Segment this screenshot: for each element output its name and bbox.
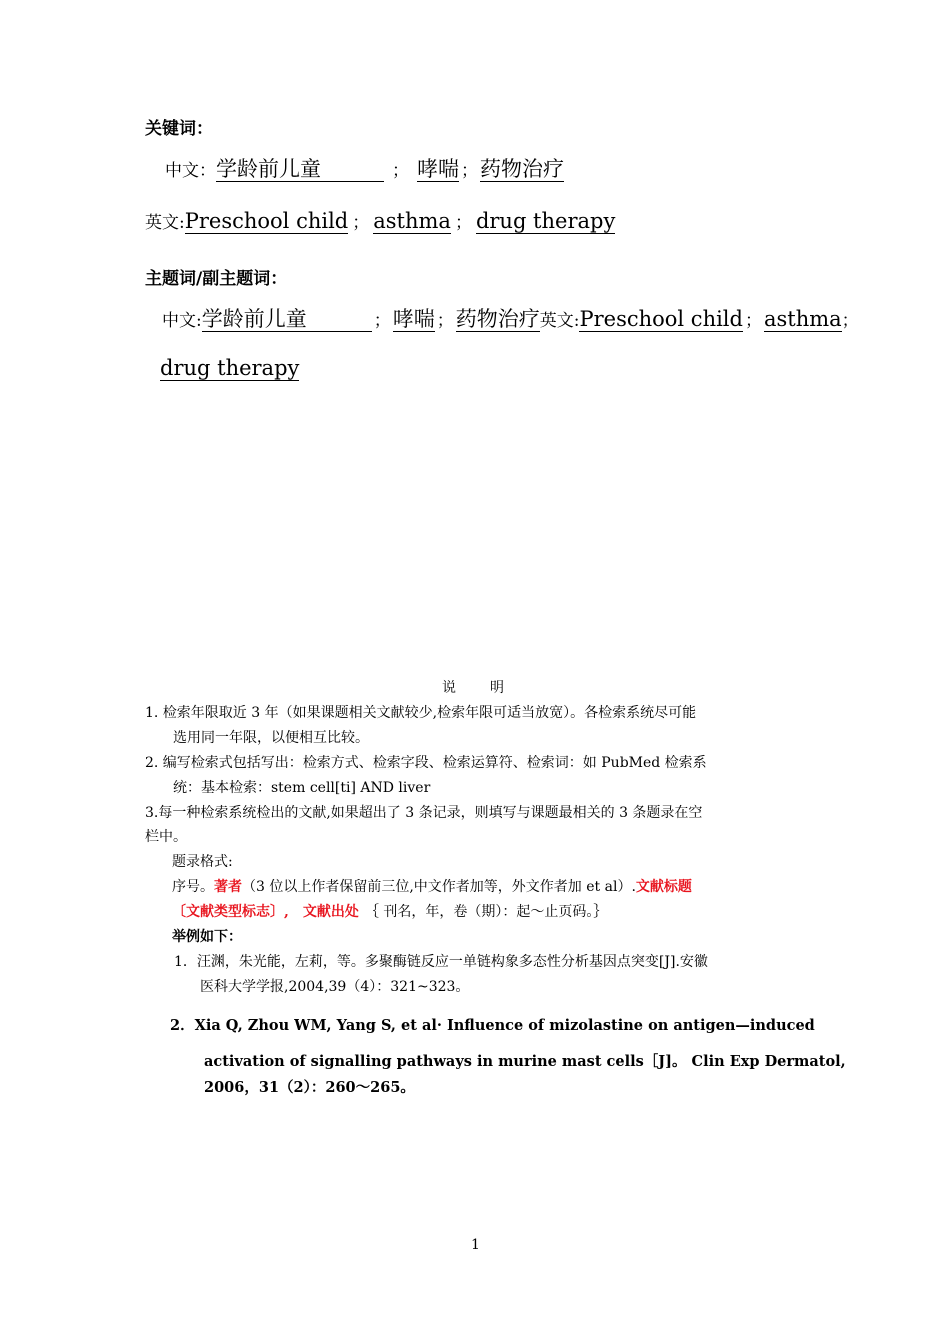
keywords-zh-label: 中文： — [165, 161, 216, 181]
keywords-en-term-2: asthma — [373, 209, 451, 233]
keywords-zh-line — [165, 156, 564, 182]
subject-en-term-1: Preschool child — [579, 307, 743, 331]
notes-item-2-line-2: 统：基本检索：stem cell[ti] AND liver — [173, 780, 431, 796]
subject-terms-line-1 — [162, 306, 859, 332]
subject-zh-term-1: 学龄前儿童 — [202, 307, 372, 332]
notes-item-3-line-1: 3.每一种检索系统检出的文献,如果超出了 3 条记录，则填写与课题最相关的 3 条题录在空 — [145, 805, 703, 821]
keywords-zh-term-3: 药物治疗 — [480, 157, 564, 181]
subject-terms-line-2 — [160, 356, 299, 381]
keywords-zh-term-1: 学龄前儿童 — [216, 157, 384, 182]
notes-title: 说 明 — [442, 680, 506, 696]
example-2-line-3: 2006，31（2）：260～265。 — [204, 1079, 415, 1096]
example-2-line-2: activation of signalling pathways in murine mast cells［J]。 Clin Exp Dermatol, — [204, 1053, 846, 1070]
separator: ； — [392, 161, 409, 181]
separator: ； — [373, 311, 391, 331]
format-prefix: 序号。 — [172, 879, 214, 895]
subject-zh-label: 中文: — [162, 311, 202, 331]
separator: ； — [436, 311, 454, 331]
example-label: 举例如下： — [172, 929, 242, 945]
subject-en-term-2: asthma — [763, 307, 842, 331]
example-1-line-1: 1．汪渊，朱光能，左莉，等。多聚酶链反应一单链构象多态性分析基因点突变[J].安徽 — [174, 954, 708, 970]
notes-item-3-line-2: 栏中。 — [145, 829, 187, 845]
separator: ； — [744, 311, 762, 331]
keywords-en-term-1: Preschool child — [184, 209, 349, 233]
separator: ； — [454, 213, 472, 233]
format-label: 题录格式: — [172, 854, 233, 870]
subject-terms-heading: 主题词/副主题词： — [145, 269, 288, 289]
example-2-line-1: 2．Xia Q, Zhou WM, Yang S, et al· Influence of mizolastine on antigen—induced — [170, 1017, 815, 1034]
format-author: 著者 — [214, 879, 242, 895]
notes-item-1-line-1: 1. 检索年限取近 3 年（如果课题相关文献较少,检索年限可适当放宽）。各检索系统尽可能 — [145, 705, 697, 721]
keywords-zh-term-2: 哮喘 — [417, 157, 459, 181]
subject-zh-term-2: 哮喘 — [392, 307, 435, 331]
keywords-en-label: 英文: — [145, 213, 185, 233]
subject-en-term-3: drug therapy — [160, 356, 300, 380]
notes-item-2-line-1: 2. 编写检索式包括写出：检索方式、检索字段、检索运算符、检索词：如 PubMed 检索系 — [145, 755, 707, 771]
separator: ； — [461, 161, 478, 181]
keywords-heading: 关键词： — [145, 119, 213, 139]
format-author-note: （3 位以上作者保留前三位,中文作者加等，外文作者加 et al）. — [242, 879, 636, 895]
separator: ； — [841, 311, 859, 331]
notes-item-1-line-2: 选用同一年限，以便相互比较。 — [173, 730, 369, 746]
format-type: 〔文献类型标志〕, — [172, 904, 289, 920]
format-source-note: ｛ 刊名，年，卷（期）：起～止页码。｝ — [364, 904, 608, 920]
keywords-en-line — [145, 208, 615, 234]
format-line-1 — [172, 876, 692, 896]
example-1-line-2: 医科大学学报,2004,39（4）：321~323。 — [200, 979, 470, 995]
subject-en-label: 英文: — [539, 311, 580, 331]
format-line-2 — [172, 901, 607, 921]
format-title: 文献标题 — [635, 879, 692, 895]
page-number: 1 — [471, 1237, 480, 1253]
subject-zh-term-3: 药物治疗 — [455, 307, 540, 331]
separator: ； — [352, 213, 370, 233]
keywords-en-term-3: drug therapy — [475, 209, 616, 233]
format-source: 文献出处 — [302, 904, 359, 920]
